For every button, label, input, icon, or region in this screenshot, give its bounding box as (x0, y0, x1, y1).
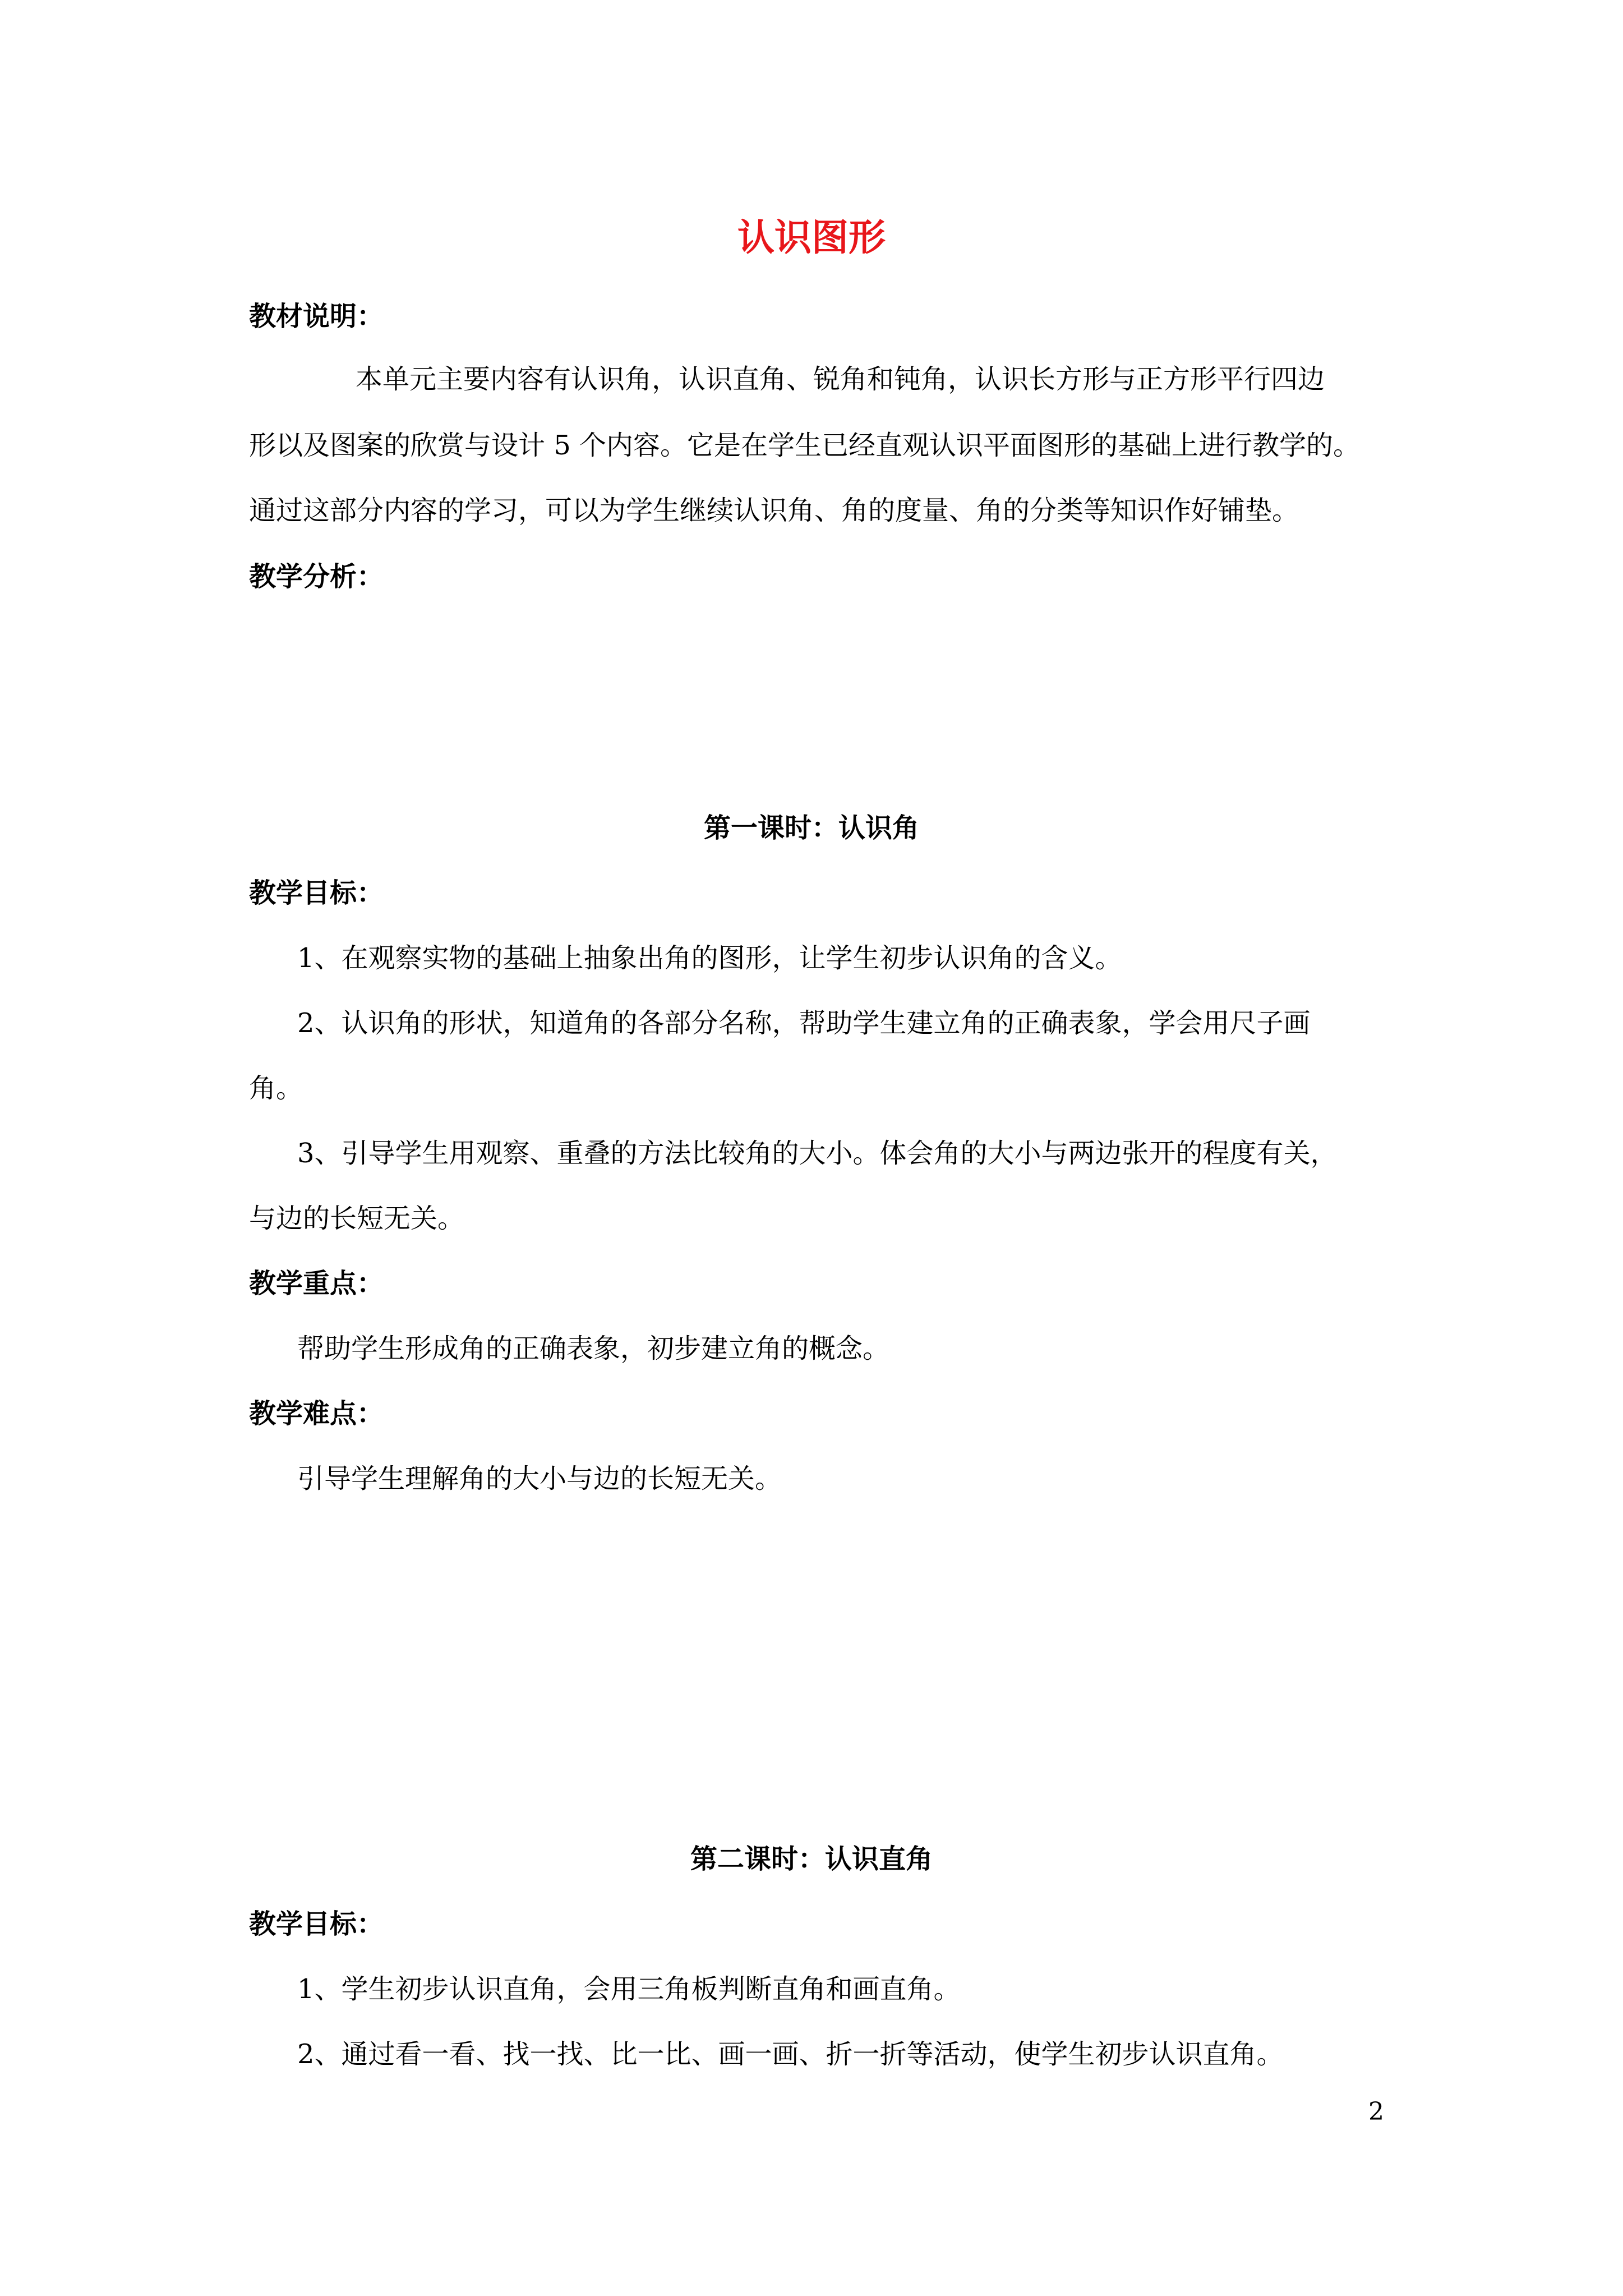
intro-line-1: 本单元主要内容有认识角，认识直角、锐角和钝角，认识长方形与正方形平行四边 (356, 364, 1325, 395)
lesson1-goal-3: 3、引导学生用观察、重叠的方法比较角的大小。体会角的大小与两边张开的程度有关， (297, 1138, 1338, 1169)
lesson1-goals-heading: 教学目标： (249, 877, 384, 909)
lesson1-goal-2-cont: 角。 (249, 1073, 303, 1104)
lesson1-goal-1: 1、在观察实物的基础上抽象出角的图形，让学生初步认识角的含义。 (297, 942, 1122, 974)
intro-line-2: 形以及图案的欣赏与设计 5 个内容。它是在学生已经直观认识平面图形的基础上进行教学的。 (249, 430, 1361, 461)
lesson1-title: 第一课时：认识角 (703, 812, 919, 844)
lesson2-title: 第二课时：认识直角 (690, 1843, 933, 1875)
lesson2-goals-heading: 教学目标： (249, 1908, 384, 1940)
lesson2-goal-2: 2、通过看一看、找一找、比一比、画一画、折一折等活动，使学生初步认识直角。 (297, 2039, 1284, 2070)
materials-heading: 教材说明： (249, 301, 384, 332)
analysis-heading: 教学分析： (249, 561, 384, 592)
lesson1-goal-3-cont: 与边的长短无关。 (249, 1203, 465, 1234)
document-title: 认识图形 (737, 215, 886, 259)
lesson1-key-heading: 教学重点： (249, 1268, 384, 1299)
lesson1-goal-2: 2、认识角的形状，知道角的各部分名称，帮助学生建立角的正确表象，学会用尺子画 (297, 1007, 1311, 1039)
lesson2-goal-1: 1、学生初步认识直角，会用三角板判断直角和画直角。 (297, 1973, 961, 2005)
lesson1-key-text: 帮助学生形成角的正确表象，初步建立角的概念。 (297, 1333, 890, 1364)
lesson1-difficulty-text: 引导学生理解角的大小与边的长短无关。 (297, 1463, 782, 1494)
intro-line-3: 通过这部分内容的学习，可以为学生继续认识角、角的度量、角的分类等知识作好铺垫。 (249, 495, 1299, 526)
lesson1-difficulty-heading: 教学难点： (249, 1398, 384, 1429)
page-number: 2 (1368, 2097, 1384, 2126)
